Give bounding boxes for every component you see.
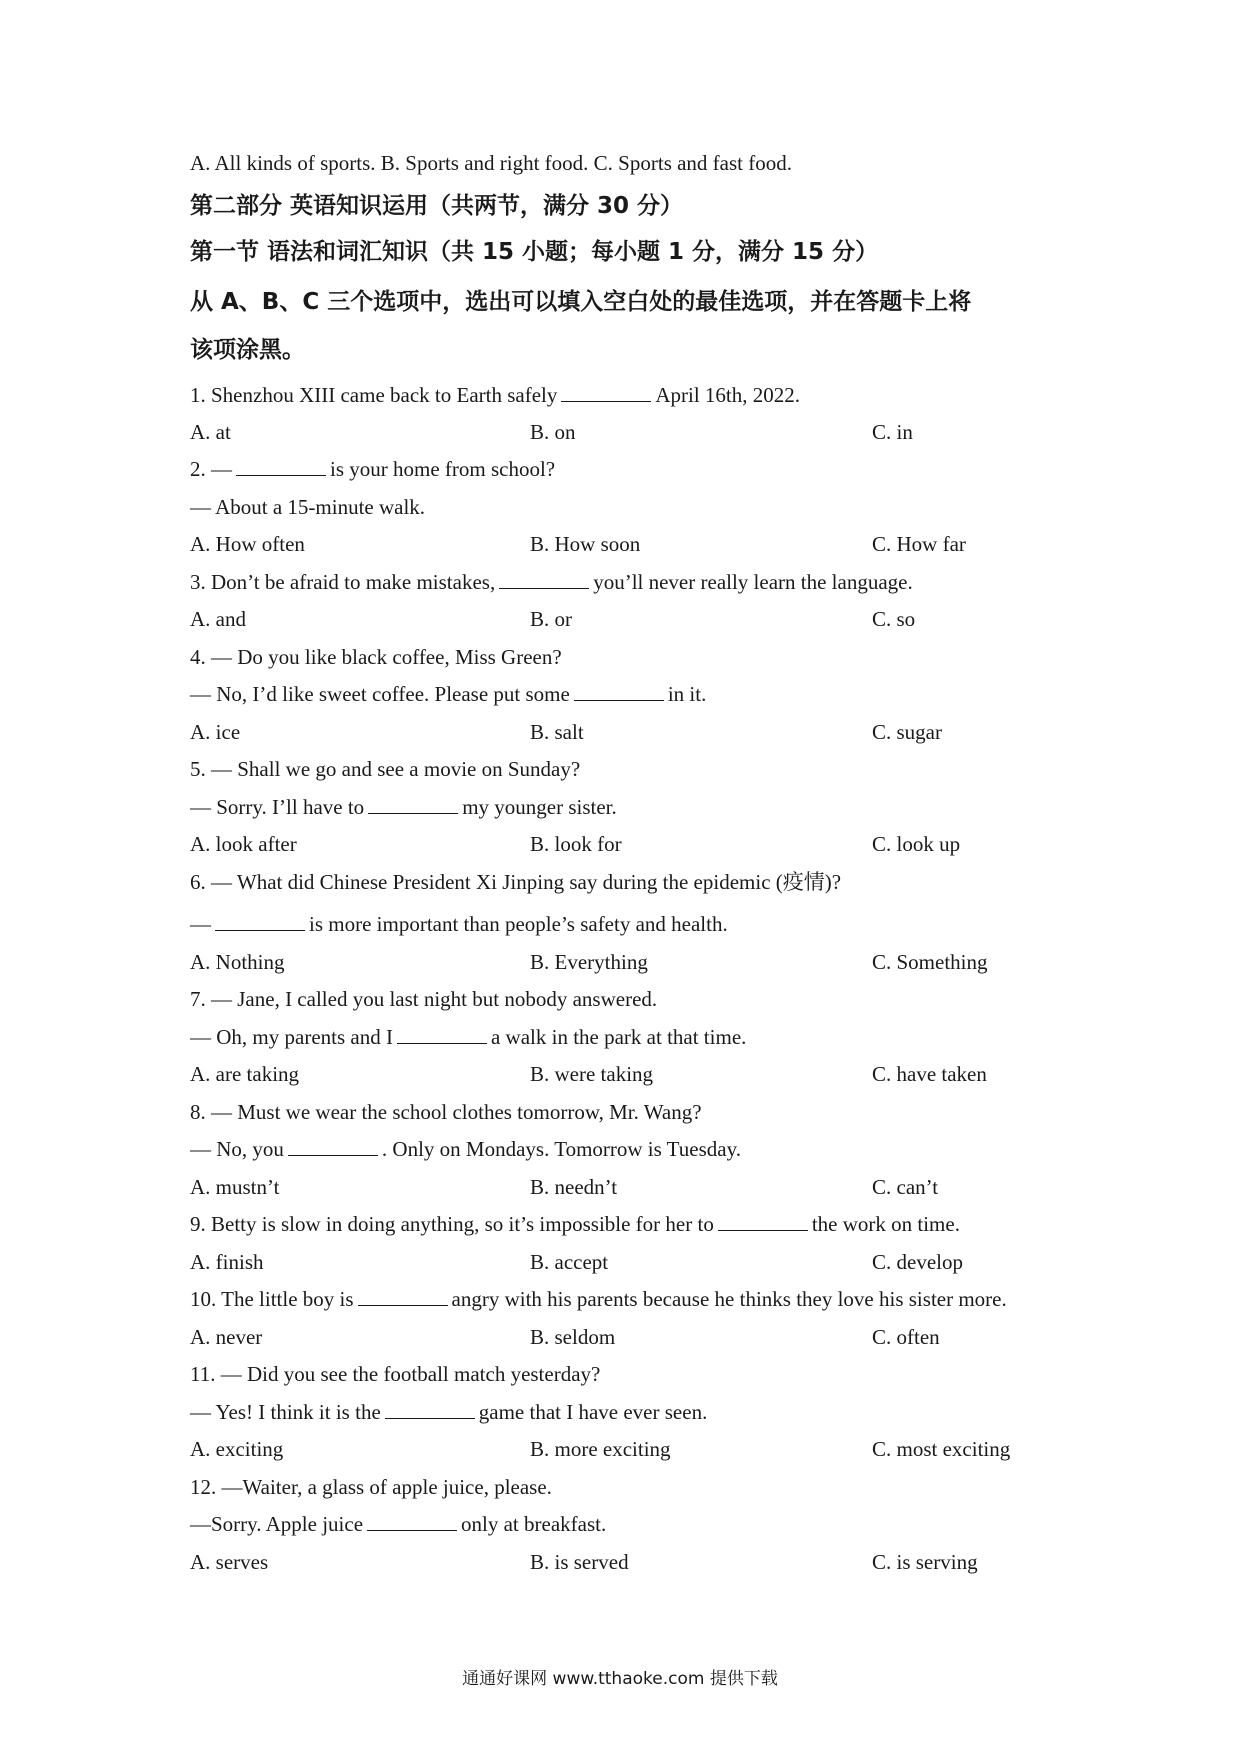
option-a: A. Nothing xyxy=(190,950,285,974)
answer-blank xyxy=(574,682,664,701)
question-text: —Sorry. Apple juice xyxy=(190,1512,364,1536)
question-4-line: 4. — Do you like black coffee, Miss Green? xyxy=(190,645,562,669)
option-a: A. look after xyxy=(190,832,297,856)
question-text: a walk in the park at that time. xyxy=(490,1025,747,1049)
option-c: C. often xyxy=(872,1325,940,1349)
question-text: game that I have ever seen. xyxy=(478,1400,708,1424)
question-text: angry with his parents because he thinks they love his sister more. xyxy=(451,1287,1007,1311)
question-text: is your home from school? xyxy=(330,457,556,481)
option-a: A. How often xyxy=(190,532,305,556)
instruction-line-2: 该项涂黑。 xyxy=(190,337,305,363)
question-text: 3. Don’t be afraid to make mistakes, xyxy=(190,570,496,594)
question-4-options xyxy=(190,720,1090,744)
answer-blank xyxy=(358,1287,448,1306)
option-a: A. exciting xyxy=(190,1437,284,1461)
option-c: C. have taken xyxy=(872,1062,987,1086)
option-c: C. look up xyxy=(872,832,961,856)
question-text: — Yes! I think it is the xyxy=(190,1400,381,1424)
option-a: A. are taking xyxy=(190,1062,300,1086)
question-3-line xyxy=(190,570,913,594)
question-1-line xyxy=(190,383,800,407)
option-c: C. Something xyxy=(872,950,988,974)
question-5-response xyxy=(190,795,617,819)
question-text: 10. The little boy is xyxy=(190,1287,354,1311)
option-b: B. on xyxy=(530,420,576,444)
option-a: A. never xyxy=(190,1325,263,1349)
answer-blank xyxy=(368,795,458,814)
option-c: C. How far xyxy=(872,532,966,556)
option-c: C. develop xyxy=(872,1250,963,1274)
question-text: April 16th, 2022. xyxy=(655,383,801,407)
option-c: C. most exciting xyxy=(872,1437,1011,1461)
option-b: B. needn’t xyxy=(530,1175,618,1199)
answer-blank xyxy=(288,1137,378,1156)
question-text: — No, you xyxy=(190,1137,284,1161)
question-9-options xyxy=(190,1250,1090,1274)
question-text: only at breakfast. xyxy=(461,1512,607,1536)
option-b: B. How soon xyxy=(530,532,641,556)
answer-blank xyxy=(215,912,305,931)
question-text: my younger sister. xyxy=(462,795,617,819)
part-heading: 第二部分 英语知识运用（共两节，满分 30 分） xyxy=(190,193,684,219)
option-a: A. and xyxy=(190,607,246,631)
question-8-line: 8. — Must we wear the school clothes tomorrow, Mr. Wang? xyxy=(190,1100,702,1124)
option-a: A. serves xyxy=(190,1550,269,1574)
option-c: C. in xyxy=(872,420,913,444)
question-5-line: 5. — Shall we go and see a movie on Sunday? xyxy=(190,757,581,781)
instruction-line-1: 从 A、B、C 三个选项中，选出可以填入空白处的最佳选项，并在答题卡上将 xyxy=(190,289,972,315)
option-a: A. finish xyxy=(190,1250,264,1274)
question-7-options xyxy=(190,1062,1090,1086)
answer-blank xyxy=(718,1212,808,1231)
question-4-response xyxy=(190,682,706,706)
option-a: A. mustn’t xyxy=(190,1175,280,1199)
question-text: 1. Shenzhou XIII came back to Earth safely xyxy=(190,383,558,407)
answer-blank xyxy=(385,1400,475,1419)
question-5-options xyxy=(190,832,1090,856)
question-11-response xyxy=(190,1400,707,1424)
intro-options-line: A. All kinds of sports. B. Sports and right food. C. Sports and fast food. xyxy=(190,151,792,175)
question-1-options xyxy=(190,420,1090,444)
question-2-response: — About a 15-minute walk. xyxy=(190,495,426,519)
option-b: B. seldom xyxy=(530,1325,616,1349)
question-12-options xyxy=(190,1550,1090,1574)
option-c: C. sugar xyxy=(872,720,942,744)
answer-blank xyxy=(367,1512,457,1531)
answer-blank xyxy=(397,1025,487,1044)
question-text: — Oh, my parents and I xyxy=(190,1025,393,1049)
question-8-options xyxy=(190,1175,1090,1199)
option-b: B. is served xyxy=(530,1550,629,1574)
question-text: — xyxy=(190,912,211,936)
answer-blank xyxy=(561,383,651,402)
question-11-line: 11. — Did you see the football match yesterday? xyxy=(190,1362,601,1386)
option-b: B. were taking xyxy=(530,1062,654,1086)
question-text: 2. — xyxy=(190,457,232,481)
question-text: . Only on Mondays. Tomorrow is Tuesday. xyxy=(381,1137,741,1161)
question-6-options xyxy=(190,950,1090,974)
question-text: — Sorry. I’ll have to xyxy=(190,795,365,819)
page-footer: 通通好课网 www.tthaoke.com 提供下载 xyxy=(462,1669,778,1689)
question-12-response xyxy=(190,1512,606,1536)
question-text: the work on time. xyxy=(811,1212,960,1236)
option-c: C. is serving xyxy=(872,1550,978,1574)
answer-blank xyxy=(236,457,326,476)
question-7-response xyxy=(190,1025,746,1049)
question-text: 9. Betty is slow in doing anything, so it’s impossible for her to xyxy=(190,1212,714,1236)
option-c: C. can’t xyxy=(872,1175,939,1199)
question-3-options xyxy=(190,607,1090,631)
question-8-response xyxy=(190,1137,741,1161)
option-a: A. at xyxy=(190,420,231,444)
question-10-options xyxy=(190,1325,1090,1349)
section-heading: 第一节 语法和词汇知识（共 15 小题；每小题 1 分，满分 15 分） xyxy=(190,239,879,265)
question-2-line xyxy=(190,457,555,481)
option-b: B. look for xyxy=(530,832,622,856)
option-b: B. or xyxy=(530,607,572,631)
answer-blank xyxy=(499,570,589,589)
option-a: A. ice xyxy=(190,720,241,744)
question-9-line xyxy=(190,1212,960,1236)
option-b: B. Everything xyxy=(530,950,648,974)
question-text: you’ll never really learn the language. xyxy=(593,570,913,594)
question-10-line xyxy=(190,1287,1007,1311)
question-6-line: 6. — What did Chinese President Xi Jinping say during the epidemic (疫情)? xyxy=(190,870,842,894)
question-text: — No, I’d like sweet coffee. Please put some xyxy=(190,682,570,706)
question-6-response xyxy=(190,912,728,936)
option-b: B. more exciting xyxy=(530,1437,671,1461)
question-text: in it. xyxy=(667,682,707,706)
question-7-line: 7. — Jane, I called you last night but nobody answered. xyxy=(190,987,658,1011)
question-text: is more important than people’s safety and health. xyxy=(309,912,728,936)
option-c: C. so xyxy=(872,607,916,631)
question-11-options xyxy=(190,1437,1090,1461)
question-2-options xyxy=(190,532,1090,556)
option-b: B. accept xyxy=(530,1250,609,1274)
option-b: B. salt xyxy=(530,720,584,744)
question-12-line: 12. —Waiter, a glass of apple juice, please. xyxy=(190,1475,552,1499)
